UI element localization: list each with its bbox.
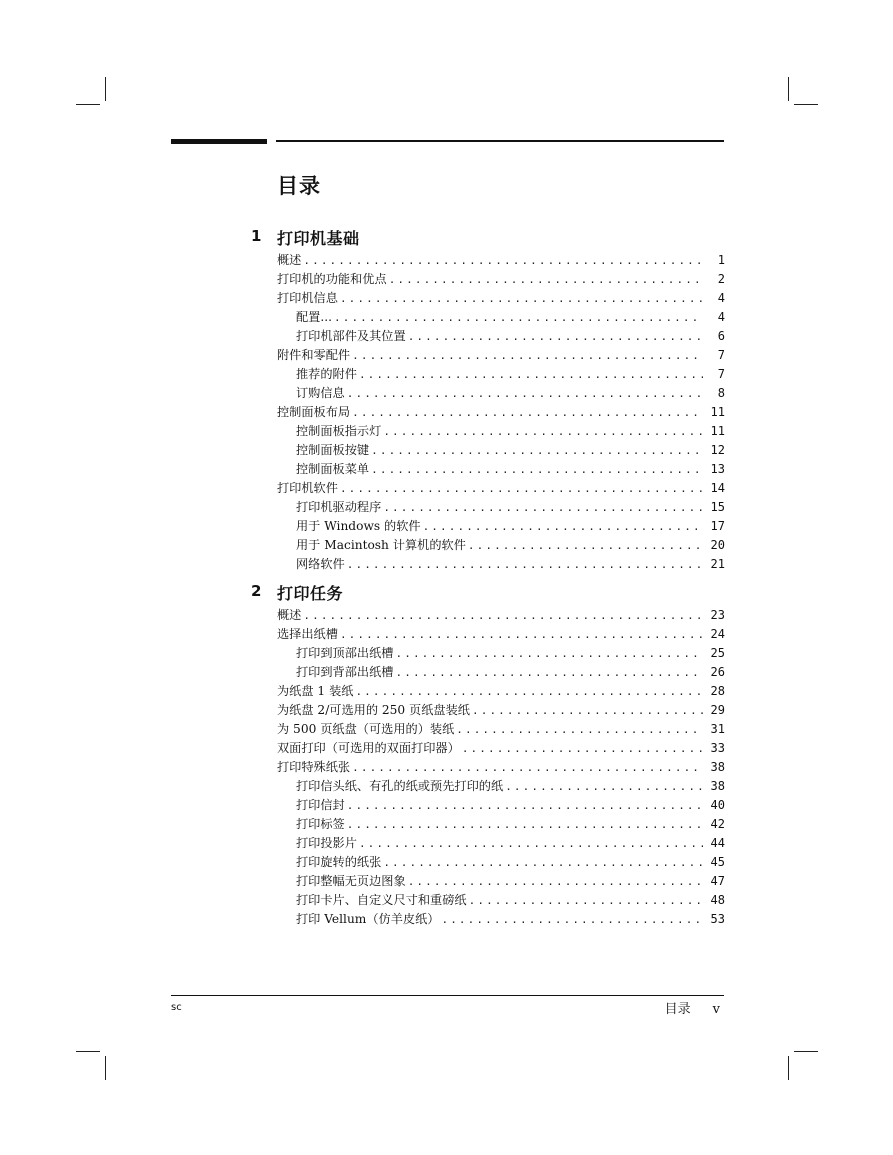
toc-entry-text: 控制面板指示灯	[296, 424, 382, 438]
toc-entry[interactable]	[251, 663, 725, 682]
toc-page-number: 14	[710, 481, 725, 495]
toc-dot-leader	[352, 758, 703, 777]
toc-page-number: 42	[710, 817, 725, 831]
toc-entry-text: 打印机部件及其位置	[296, 329, 406, 343]
toc-page-number: 12	[710, 443, 725, 457]
toc-entry[interactable]	[251, 644, 725, 663]
chapter-heading	[251, 582, 725, 606]
toc-page-number: 24	[710, 627, 725, 641]
chapter-heading	[251, 227, 725, 251]
toc-page-number: 6	[717, 329, 725, 343]
toc-page-number: 1	[717, 253, 725, 267]
toc-dot-leader	[469, 891, 703, 910]
footer-rule	[171, 995, 724, 996]
toc-dot-leader	[334, 308, 703, 327]
toc-entry[interactable]	[251, 251, 725, 270]
toc-list	[251, 251, 725, 574]
crop-mark-top-left-horizontal	[76, 104, 100, 105]
toc-entry-text: 用于 Macintosh 计算机的软件	[296, 538, 466, 552]
toc-dot-leader	[423, 517, 703, 536]
toc-entry-text: 双面打印（可选用的双面打印器）	[277, 741, 460, 755]
toc-page-number: 7	[717, 348, 725, 362]
chapter-number: 1	[251, 227, 262, 245]
toc-page-number: 23	[710, 608, 725, 622]
toc-entry-text: 打印投影片	[296, 836, 357, 850]
toc-entry[interactable]	[251, 384, 725, 403]
toc-dot-leader	[347, 384, 703, 403]
toc-dot-leader	[408, 872, 703, 891]
toc-entry[interactable]	[251, 739, 725, 758]
chapter-1	[251, 227, 725, 574]
toc-dot-leader	[462, 739, 703, 758]
toc-page-number: 47	[710, 874, 725, 888]
toc-dot-leader	[505, 777, 703, 796]
toc-entry-text: 打印卡片、自定义尺寸和重磅纸	[296, 893, 467, 907]
toc-page-number: 44	[710, 836, 725, 850]
toc-entry[interactable]	[251, 555, 725, 574]
toc-entry-text: 为 500 页纸盘（可选用的）装纸	[277, 722, 455, 736]
toc-dot-leader	[352, 403, 703, 422]
toc-dot-leader	[340, 479, 703, 498]
toc-dot-leader	[347, 815, 703, 834]
toc-page-number: 11	[710, 405, 725, 419]
toc-entry[interactable]	[251, 498, 725, 517]
toc-dot-leader	[468, 536, 703, 555]
toc-entry-text: 打印机信息	[277, 291, 338, 305]
toc-page-number: 25	[710, 646, 725, 660]
toc-dot-leader	[347, 796, 703, 815]
toc-dot-leader	[303, 251, 703, 270]
toc-page-number: 48	[710, 893, 725, 907]
crop-mark-bottom-left-vertical	[105, 1056, 106, 1080]
chapter-title: 打印机基础	[277, 229, 360, 248]
toc-entry-text: 打印特殊纸张	[277, 760, 351, 774]
crop-mark-top-right-horizontal	[794, 104, 818, 105]
toc-entry-text: 为纸盘 1 装纸	[277, 684, 354, 698]
toc-page-number: 26	[710, 665, 725, 679]
toc-entry[interactable]	[251, 834, 725, 853]
toc-entry[interactable]	[251, 365, 725, 384]
toc-entry-text: 打印到背部出纸槽	[296, 665, 394, 679]
crop-mark-top-right-vertical	[788, 77, 789, 101]
toc-dot-leader	[355, 682, 703, 701]
toc-dot-leader	[359, 365, 703, 384]
toc-entry[interactable]	[251, 796, 725, 815]
toc-list	[251, 606, 725, 929]
toc-page-number: 28	[710, 684, 725, 698]
toc-dot-leader	[352, 346, 703, 365]
toc-entry-text: 打印到顶部出纸槽	[296, 646, 394, 660]
toc-page-number: 4	[717, 310, 725, 324]
chapter-number: 2	[251, 582, 262, 600]
toc-entry[interactable]	[251, 441, 725, 460]
toc-entry-text: 概述	[277, 253, 302, 267]
toc-entry-text: 订购信息	[296, 386, 345, 400]
footer-section-name: 目录	[664, 1002, 691, 1017]
toc-entry-text: 打印机软件	[277, 481, 338, 495]
crop-mark-bottom-left-horizontal	[76, 1051, 100, 1052]
toc-entry[interactable]	[251, 720, 725, 739]
crop-mark-top-left-vertical	[105, 77, 106, 101]
toc-entry-text: 打印信封	[296, 798, 345, 812]
toc-dot-leader	[456, 720, 703, 739]
toc-page-number: 20	[710, 538, 725, 552]
toc-dot-leader	[340, 289, 703, 308]
toc-page-number: 7	[717, 367, 725, 381]
toc-entry[interactable]	[251, 606, 725, 625]
toc-entry[interactable]	[251, 758, 725, 777]
toc-dot-leader	[383, 498, 703, 517]
toc-entry[interactable]	[251, 891, 725, 910]
toc-entry[interactable]	[251, 403, 725, 422]
toc-entry[interactable]	[251, 682, 725, 701]
toc-dot-leader	[371, 460, 703, 479]
toc-entry-text: 选择出纸槽	[277, 627, 338, 641]
toc-entry-text: 控制面板按键	[296, 443, 370, 457]
footer-page-label	[665, 998, 720, 1017]
toc-page-number: 45	[710, 855, 725, 869]
toc-entry-text: 打印机的功能和优点	[277, 272, 387, 286]
header-thick-rule	[171, 139, 267, 144]
toc-entry[interactable]	[251, 270, 725, 289]
toc-dot-leader	[303, 606, 703, 625]
toc-page-number: 38	[710, 779, 725, 793]
toc-entry-text: 打印信头纸、有孔的纸或预先打印的纸	[296, 779, 504, 793]
toc-page-number: 53	[710, 912, 725, 926]
toc-page-number: 29	[710, 703, 725, 717]
toc-entry-text: 配置...	[296, 310, 332, 324]
toc-dot-leader	[383, 853, 703, 872]
toc-entry-text: 打印标签	[296, 817, 345, 831]
toc-dot-leader	[371, 441, 703, 460]
toc-dot-leader	[389, 270, 703, 289]
toc-entry-text: 推荐的附件	[296, 367, 357, 381]
toc-entry[interactable]	[251, 460, 725, 479]
toc-entry-text: 打印机驱动程序	[296, 500, 382, 514]
toc-entry-text: 附件和零配件	[277, 348, 351, 362]
toc-entry-text: 控制面板菜单	[296, 462, 370, 476]
toc-entry-text: 概述	[277, 608, 302, 622]
toc-page-number: 31	[710, 722, 725, 736]
toc-entry[interactable]	[251, 517, 725, 536]
toc-page-number: 4	[717, 291, 725, 305]
toc-page-number: 8	[717, 386, 725, 400]
crop-mark-bottom-right-vertical	[788, 1056, 789, 1080]
toc-dot-leader	[396, 663, 704, 682]
toc-entry[interactable]	[251, 479, 725, 498]
toc-dot-leader	[383, 422, 703, 441]
toc-entry-text: 打印 Vellum（仿羊皮纸）	[296, 912, 440, 926]
toc-entry-text: 打印旋转的纸张	[296, 855, 382, 869]
toc-entry-text: 控制面板布局	[277, 405, 351, 419]
toc-dot-leader	[359, 834, 703, 853]
chapter-title: 打印任务	[277, 584, 344, 603]
toc-page-number: 38	[710, 760, 725, 774]
toc-entry[interactable]	[251, 815, 725, 834]
toc-entry[interactable]	[251, 777, 725, 796]
toc-dot-leader	[347, 555, 703, 574]
toc-dot-leader	[340, 625, 703, 644]
footer-language-code: sc	[171, 1002, 182, 1013]
toc-entry[interactable]	[251, 327, 725, 346]
toc-entry[interactable]	[251, 289, 725, 308]
toc-page-number: 13	[710, 462, 725, 476]
toc-page-number: 21	[710, 557, 725, 571]
toc-dot-leader	[441, 910, 703, 929]
toc-entry[interactable]	[251, 701, 725, 720]
toc-entry[interactable]	[251, 853, 725, 872]
toc-dot-leader	[408, 327, 703, 346]
toc-entry[interactable]	[251, 346, 725, 365]
page-title: 目录	[277, 174, 321, 198]
toc-entry-text: 用于 Windows 的软件	[296, 519, 421, 533]
toc-page-number: 40	[710, 798, 725, 812]
toc-page-number: 17	[710, 519, 725, 533]
toc-entry[interactable]	[251, 872, 725, 891]
footer-page-number: v	[712, 1002, 720, 1017]
toc-entry[interactable]	[251, 910, 725, 929]
toc-entry[interactable]	[251, 536, 725, 555]
toc-page-number: 15	[710, 500, 725, 514]
toc-entry[interactable]	[251, 625, 725, 644]
toc-page-number: 11	[710, 424, 725, 438]
toc-page-number: 33	[710, 741, 725, 755]
toc-entry-text: 打印整幅无页边图象	[296, 874, 406, 888]
toc-entry[interactable]	[251, 422, 725, 441]
header-thin-rule	[276, 140, 724, 142]
crop-mark-bottom-right-horizontal	[794, 1051, 818, 1052]
toc-entry-text: 为纸盘 2/可选用的 250 页纸盘装纸	[277, 703, 470, 717]
toc-entry[interactable]	[251, 308, 725, 327]
chapter-2	[251, 582, 725, 929]
toc-page-number: 2	[717, 272, 725, 286]
toc-dot-leader	[472, 701, 703, 720]
toc-entry-text: 网络软件	[296, 557, 345, 571]
toc-dot-leader	[396, 644, 704, 663]
